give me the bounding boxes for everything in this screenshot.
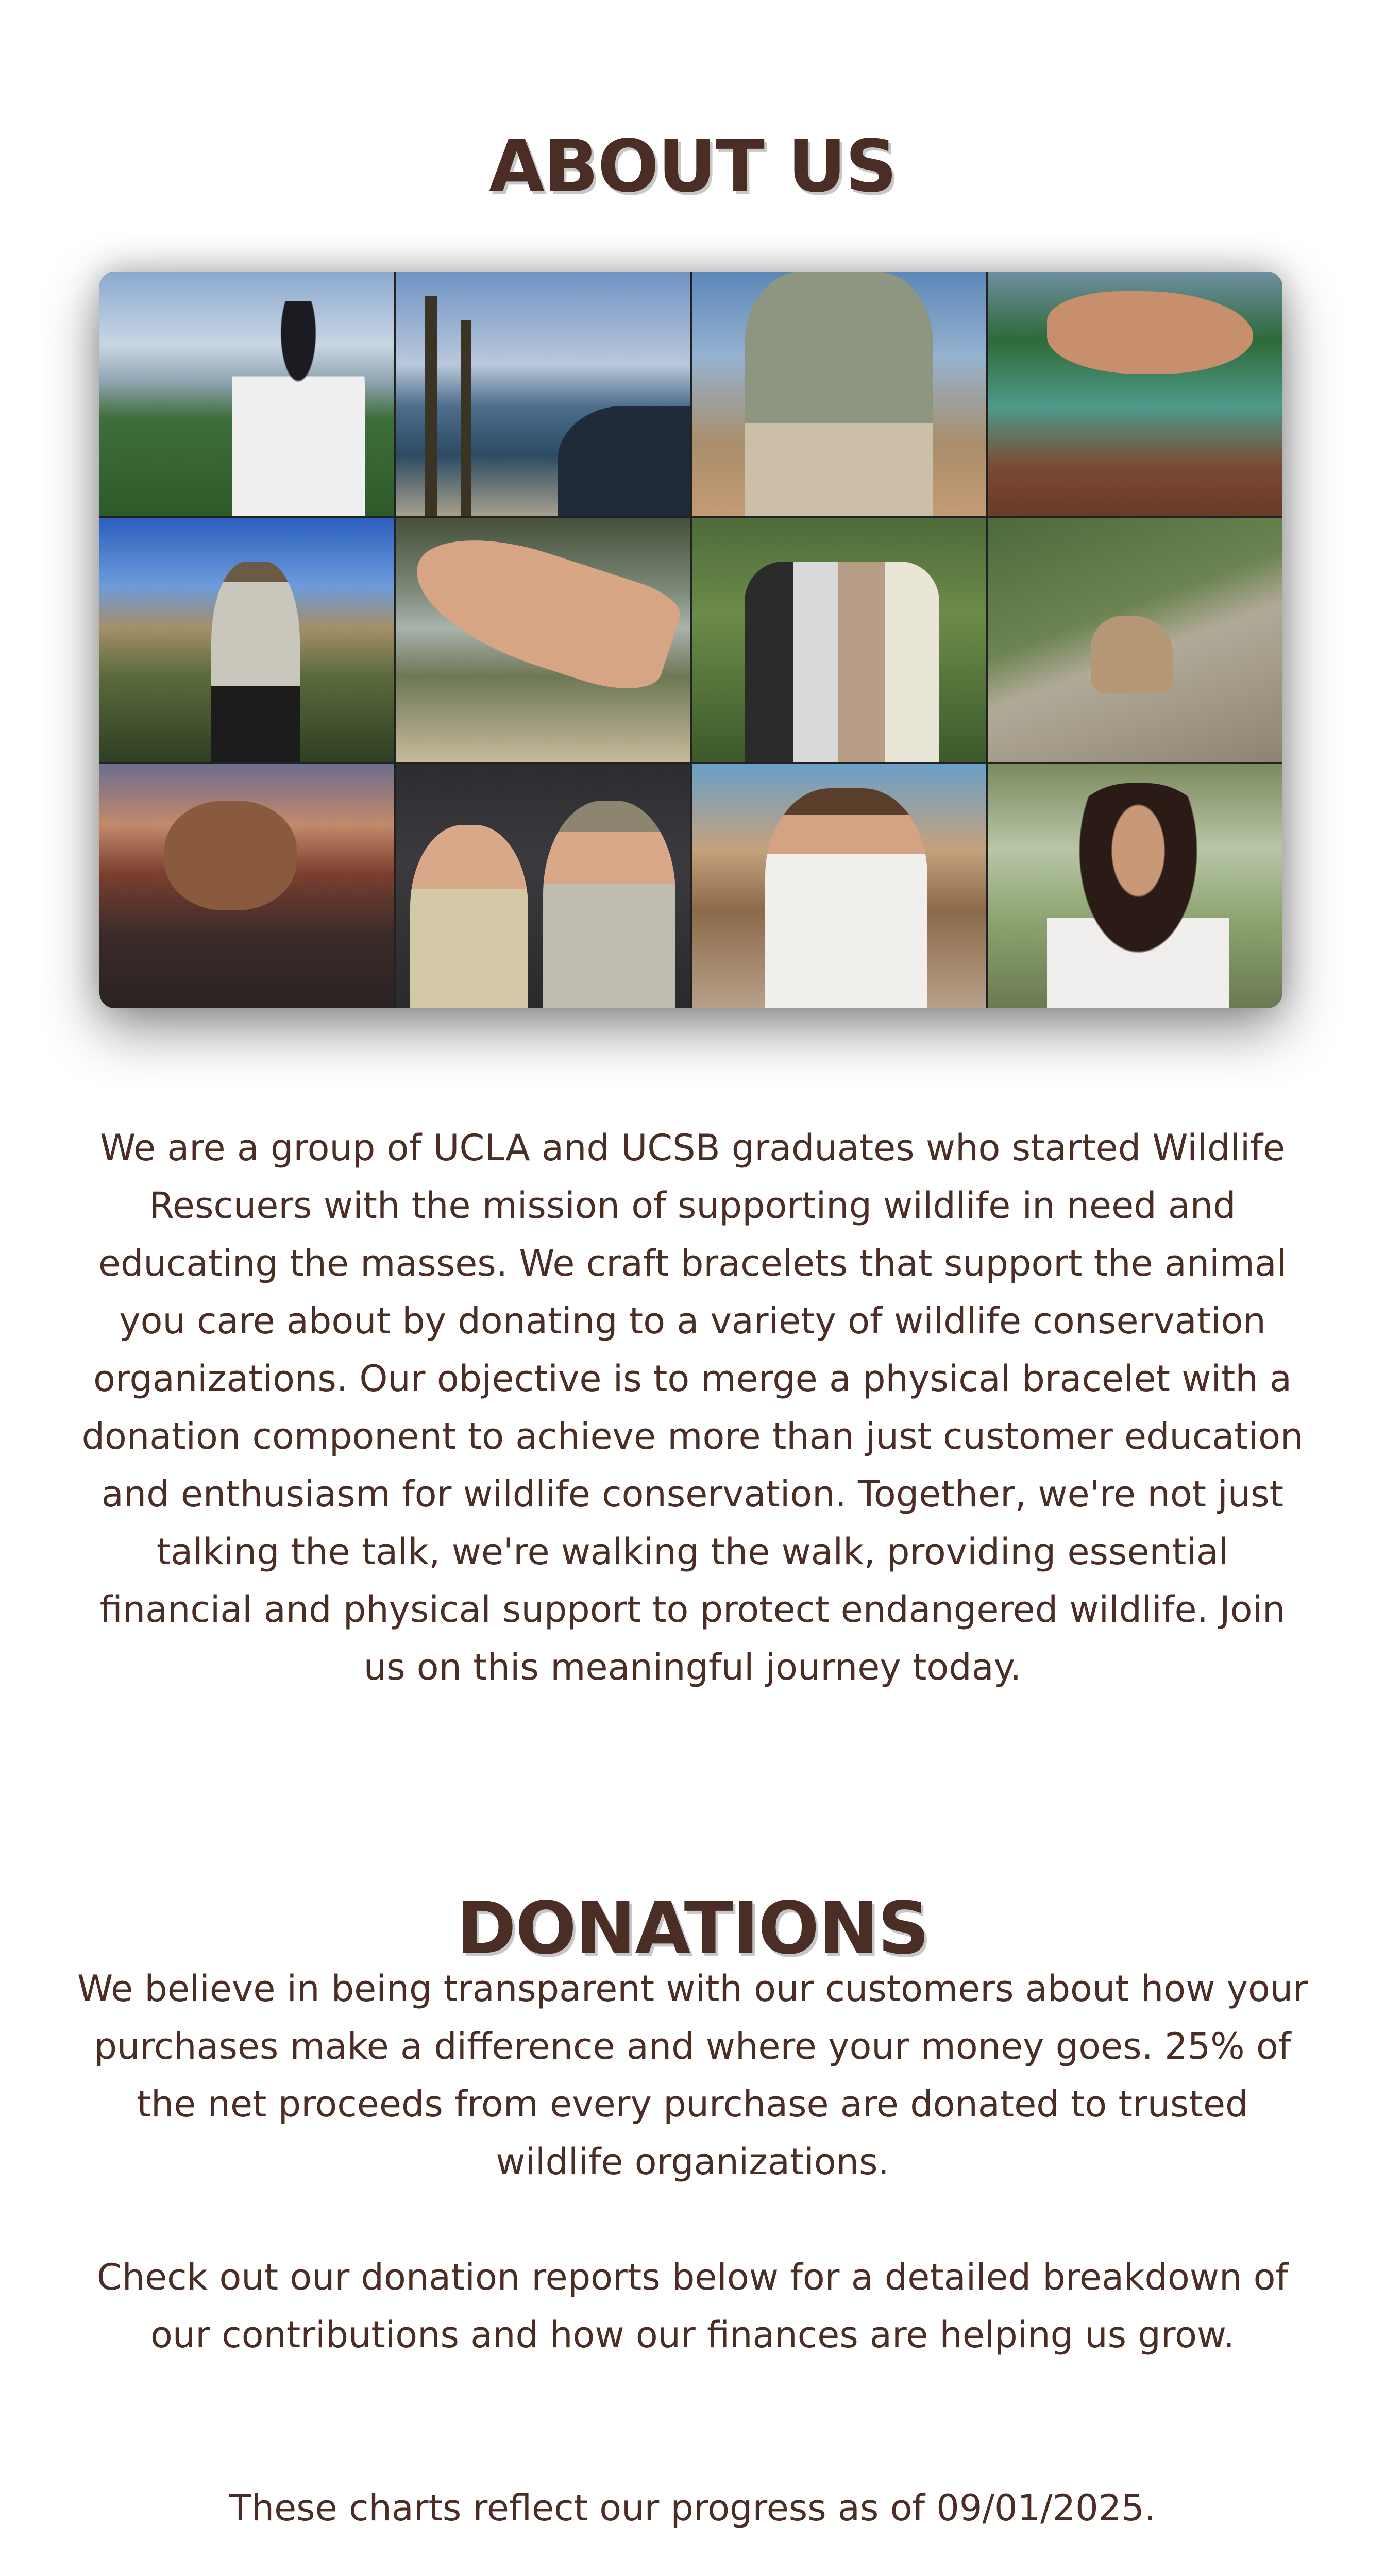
photo-hiker-yosemite (99, 518, 394, 762)
about-us-heading: ABOUT US (488, 124, 897, 209)
donations-transparency-text: We believe in being transparent with our customers about how your purchases make a difference and where your money goes. 25% of the net proceeds from every purchase are donated to trusted wildlife organizations. (77, 1968, 1308, 2183)
photo-bracelets-on-rocks (988, 272, 1282, 516)
donations-heading: DONATIONS (456, 1887, 929, 1971)
photo-group-of-four (692, 518, 987, 762)
photo-coyote-on-trail (988, 518, 1282, 762)
photo-collage (99, 272, 1282, 1008)
photo-bracelets-over-pond (396, 518, 690, 762)
photo-coastal-viewpoint (99, 272, 394, 516)
about-us-text: We are a group of UCLA and UCSB graduates who started Wildlife Rescuers with the mission of supporting wildlife in need and educating the masses. We craft bracelets that support the animal you care about by donating to a variety of wildlife conservation organizations. Our objective is to merge a physical bracelet with a donation component to achieve more than just customer education and enthusiasm for wildlife conservation. Together, we're not just talking the talk, we're walking the walk, providing essential financial and physical support to protect endangered wildlife. Join us on this meaningful journey today. (81, 1127, 1304, 1688)
donations-reports-text: Check out our donation reports below for a detailed breakdown of our contributions and how our finances are helping us grow. (96, 2256, 1289, 2356)
photo-guy-campus (692, 764, 987, 1008)
photo-man-quarter-zip (692, 272, 987, 516)
photo-friends-laughing (396, 764, 690, 1008)
photo-girl-curly-hair (988, 764, 1282, 1008)
photo-palm-trees-ocean (396, 272, 690, 516)
photo-handshake-plaza (99, 764, 394, 1008)
donations-progress-date-text: These charts reflect our progress as of 09/01/2025. (229, 2487, 1156, 2529)
